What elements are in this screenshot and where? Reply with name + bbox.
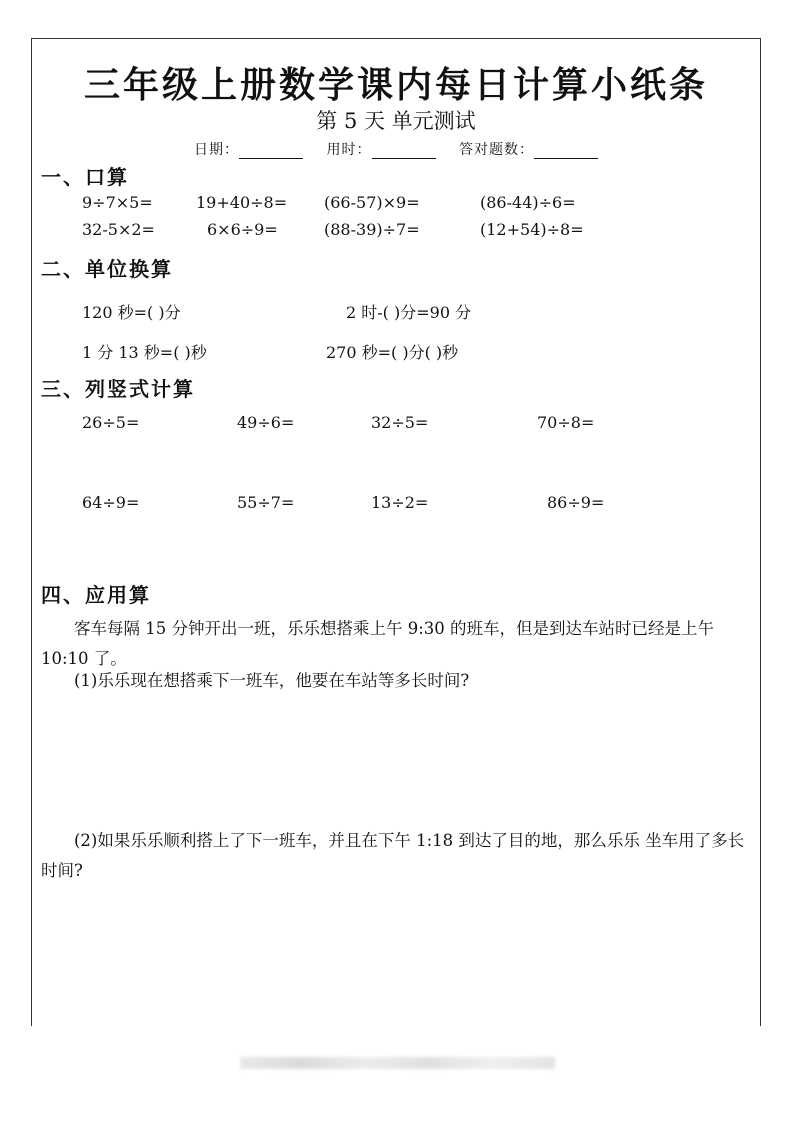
mental-math-item: (86-44)÷6= — [480, 193, 576, 212]
unit-conversion-item: 120 秒=( )分 — [82, 303, 181, 322]
vertical-calc-item: 49÷6= — [237, 413, 295, 432]
info-line — [32, 139, 760, 159]
mental-math-item: 19+40÷8= — [196, 193, 288, 212]
date-blank[interactable] — [239, 144, 303, 159]
vertical-calc-item: 55÷7= — [237, 493, 295, 512]
vertical-calc-item: 26÷5= — [82, 413, 140, 432]
correct-count-label: 答对题数： — [458, 142, 534, 158]
section-heading-unit-conversion: 二、单位换算 — [41, 257, 173, 281]
time-used-label: 用时： — [326, 142, 372, 158]
section-heading-vertical-calculation: 三、列竖式计算 — [41, 377, 195, 401]
word-problem-text: 客车每隔 15 分钟开出一班，乐乐想搭乘上午 9:30 的班车，但是到达车站时已经是上午 10:10 了。 — [41, 619, 715, 668]
correct-count-blank[interactable] — [534, 144, 598, 159]
worksheet-subtitle: 第 5 天 单元测试 — [316, 109, 476, 133]
blurred-footer — [240, 1057, 555, 1069]
mental-math-item: (88-39)÷7= — [324, 220, 420, 239]
section-heading-word-problems: 四、应用算 — [41, 583, 151, 607]
mental-math-item: 32-5×2= — [82, 220, 155, 239]
vertical-calc-item: 64÷9= — [82, 493, 140, 512]
mental-math-item: (66-57)×9= — [324, 193, 420, 212]
vertical-calc-item: 32÷5= — [371, 413, 429, 432]
unit-conversion-item: 1 分 13 秒=( )秒 — [82, 343, 207, 362]
mental-math-item: 6×6÷9= — [207, 220, 278, 239]
time-used-blank[interactable] — [372, 144, 436, 159]
vertical-calc-item: 86÷9= — [547, 493, 605, 512]
question-2: (2)如果乐乐顺利搭上了下一班车，并且在下午 1:18 到达了目的地，那么乐乐 坐车用了多长时间? — [41, 831, 745, 880]
vertical-calc-item: 70÷8= — [537, 413, 595, 432]
mental-math-item: 9÷7×5= — [82, 193, 153, 212]
date-label: 日期： — [194, 142, 240, 158]
question-1: (1)乐乐现在想搭乘下一班车，他要在车站等多长时间? — [41, 671, 470, 690]
worksheet — [31, 38, 761, 1026]
vertical-calc-item: 13÷2= — [371, 493, 429, 512]
unit-conversion-item: 2 时-( )分=90 分 — [346, 303, 472, 322]
section-heading-mental-math: 一、口算 — [41, 165, 129, 189]
unit-conversion-item: 270 秒=( )分( )秒 — [326, 343, 459, 362]
mental-math-item: (12+54)÷8= — [480, 220, 584, 239]
worksheet-title: 三年级上册数学课内每日计算小纸条 — [83, 65, 708, 106]
